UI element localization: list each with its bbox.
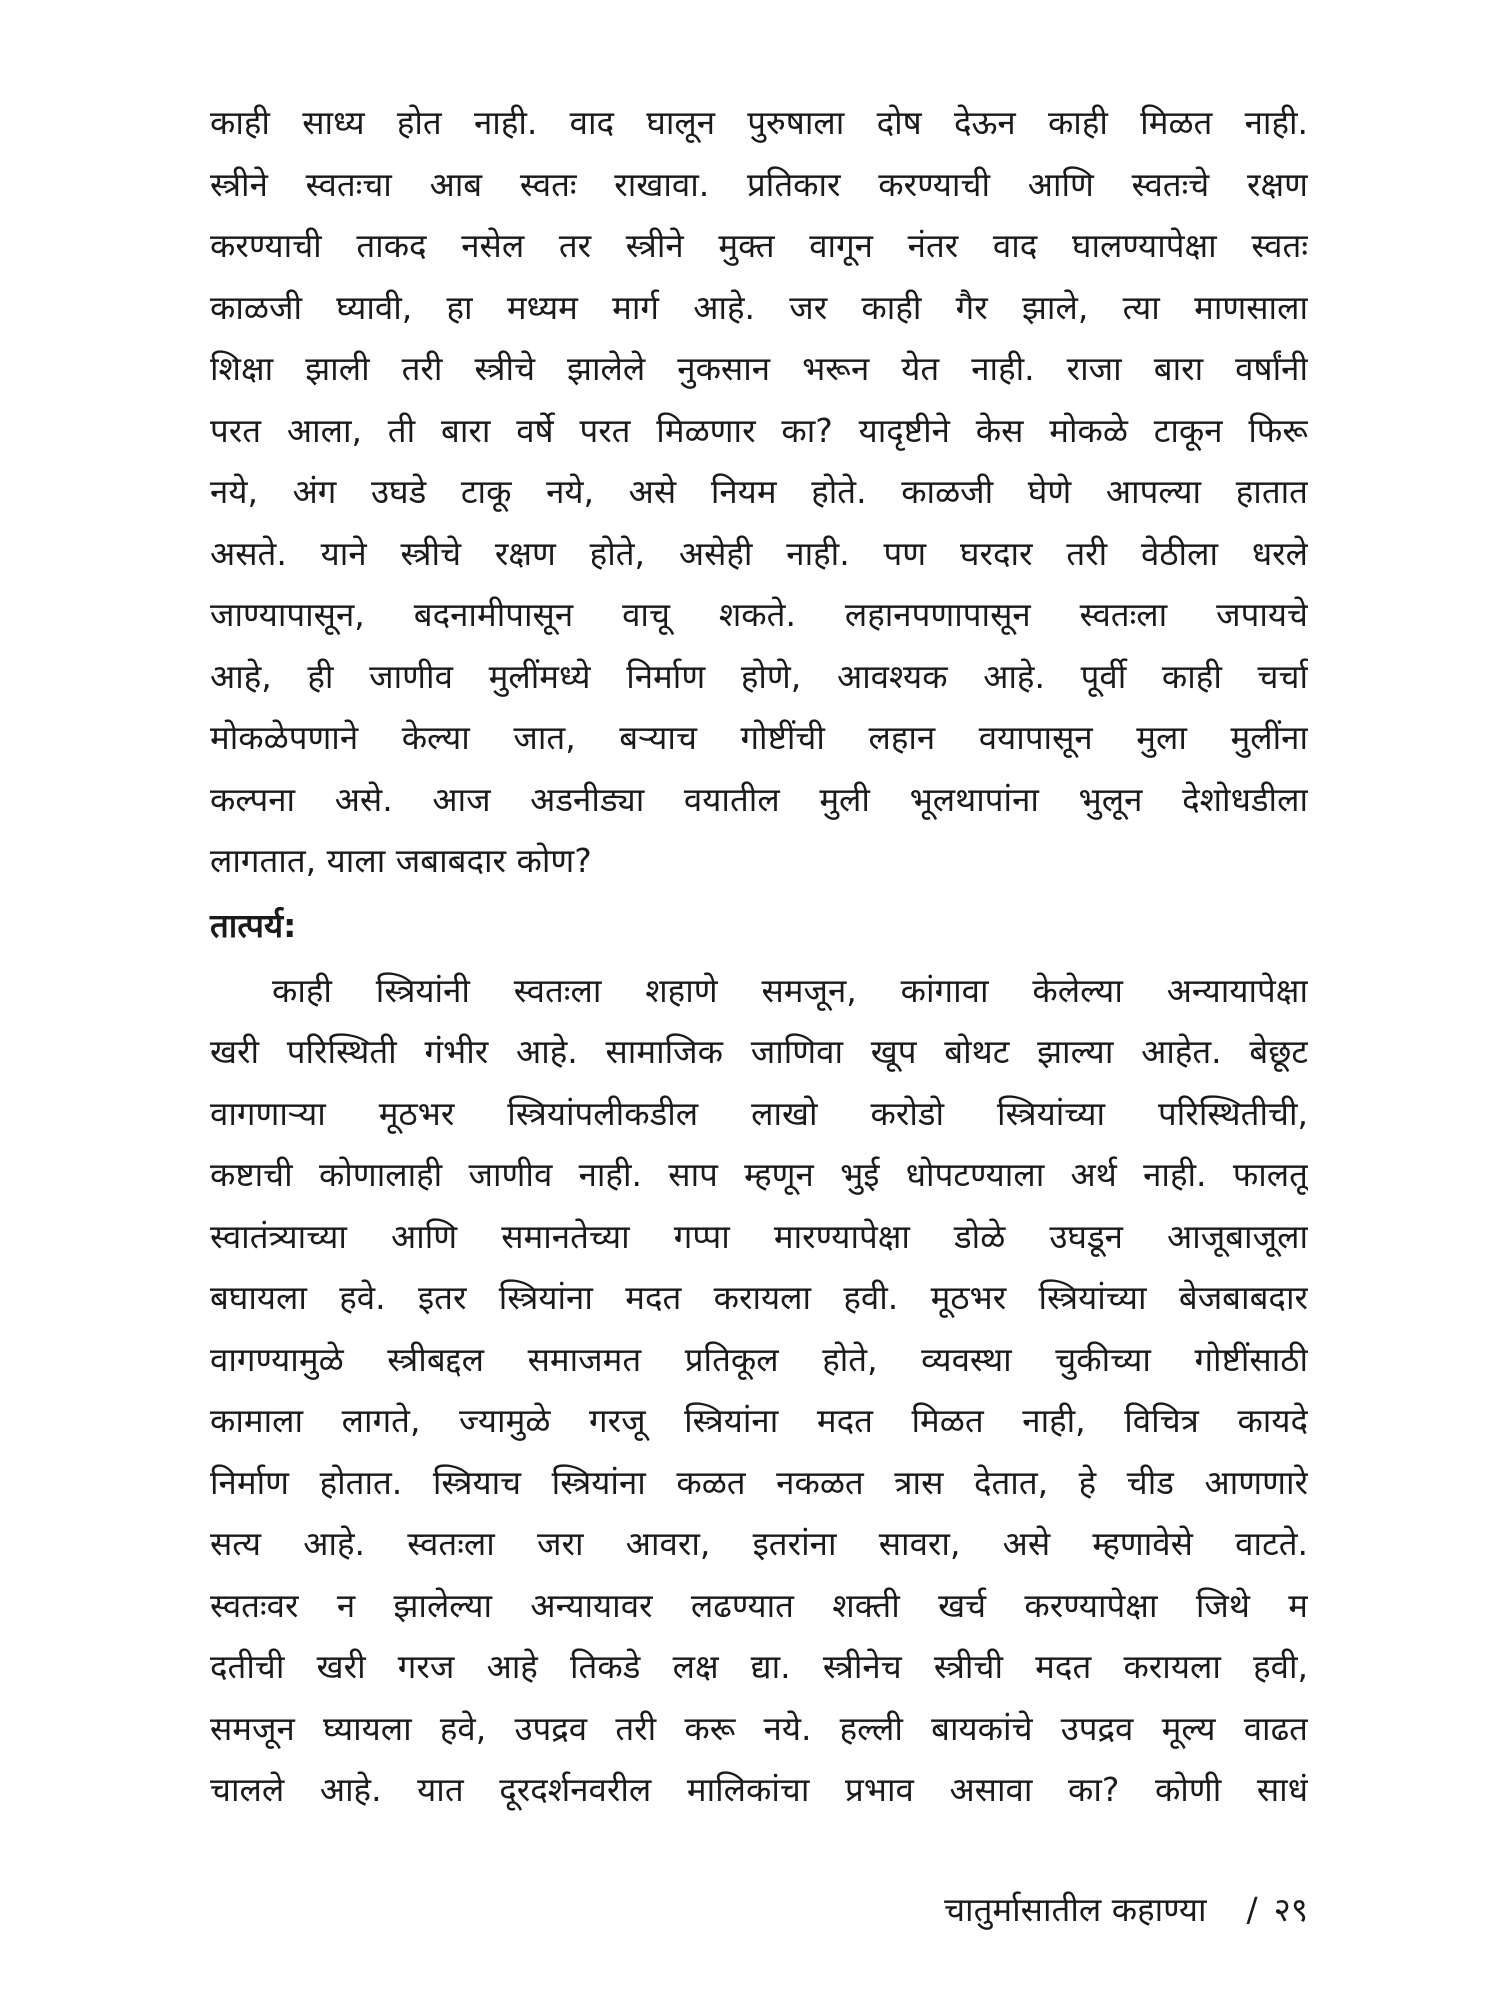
- paragraph-line: कष्टाची कोणालाही जाणीव नाही. साप म्हणून भुई धोपटण्याला अर्थ नाही. फालतू: [210, 1155, 1308, 1194]
- paragraph-line: आहे, ही जाणीव मुलींमध्ये निर्माण होणे, आवश्यक आहे. पूर्वी काही चर्चा: [210, 656, 1308, 696]
- paragraph-line: जाण्यापासून, बदनामीपासून वाचू शकते. लहानपणापासून स्वतःला जपायचे: [210, 595, 1308, 634]
- paragraph-line: खरी परिस्थिती गंभीर आहे. सामाजिक जाणिवा खूप बोथट झाल्या आहेत. बेछूट: [210, 1032, 1308, 1071]
- paragraph-line: वागण्यामुळे स्त्रीबद्दल समाजमत प्रतिकूल होते, व्यवस्था चुकीच्या गोष्टींसाठी: [210, 1339, 1308, 1379]
- paragraph-line: सत्य आहे. स्वतःला जरा आवरा, इतरांना सावरा, असे म्हणावेसे वाटते.: [210, 1524, 1308, 1563]
- paragraph-line: स्वातंत्र्याच्या आणि समानतेच्या गप्पा मारण्यापेक्षा डोळे उघडून आजूबाजूला: [210, 1216, 1308, 1256]
- paragraph-line: काही साध्य होत नाही. वाद घालून पुरुषाला दोष देऊन काही मिळत नाही.: [210, 103, 1308, 142]
- paragraph-line: परत आला, ती बारा वर्षे परत मिळणार का? यादृष्टीने केस मोकळे टाकून फिरू: [210, 410, 1308, 450]
- section-heading: तात्पर्य:: [210, 905, 297, 945]
- paragraph-line: मोकळेपणाने केल्या जात, बऱ्याच गोष्टींची लहान वयापासून मुला मुलींना: [210, 718, 1308, 757]
- page-number: २९: [1273, 1890, 1308, 1929]
- paragraph-line: चालले आहे. यात दूरदर्शनवरील मालिकांचा प्रभाव असावा का? कोणी साधं: [210, 1770, 1308, 1809]
- paragraph-line: स्त्रीने स्वतःचा आब स्वतः राखावा. प्रतिकार करण्याची आणि स्वतःचे रक्षण: [210, 164, 1308, 204]
- paragraph-line: दतीची खरी गरज आहे तिकडे लक्ष द्या. स्त्रीनेच स्त्रीची मदत करायला हवी,: [210, 1647, 1308, 1686]
- page-body: [210, 92, 1308, 1821]
- paragraph-line: स्वतःवर न झालेल्या अन्यायावर लढण्यात शक्ती खर्च करण्यापेक्षा जिथे म: [210, 1585, 1308, 1625]
- book-title: चातुर्मासातील कहाण्या: [944, 1890, 1207, 1929]
- paragraph-line: कामाला लागते, ज्यामुळे गरजू स्त्रियांना मदत मिळत नाही, विचित्र कायदे: [210, 1401, 1308, 1440]
- paragraph-line: बघायला हवे. इतर स्त्रियांना मदत करायला हवी. मूठभर स्त्रियांच्या बेजबाबदार: [210, 1278, 1308, 1317]
- paragraph-line: लागतात, याला जबाबदार कोण?: [210, 841, 592, 880]
- paragraph-1: [210, 92, 1308, 892]
- footer-separator: /: [1246, 1890, 1258, 1929]
- paragraph-line: काही स्त्रियांनी स्वतःला शहाणे समजून, कांगावा केलेल्या अन्यायापेक्षा: [272, 970, 1308, 1010]
- paragraph-line: कल्पना असे. आज अडनीड्या वयातील मुली भूलथापांना भुलून देशोधडीला: [210, 779, 1308, 819]
- paragraph-line: समजून घ्यायला हवे, उपद्रव तरी करू नये. हल्ली बायकांचे उपद्रव मूल्य वाढत: [210, 1708, 1308, 1748]
- paragraph-line: करण्याची ताकद नसेल तर स्त्रीने मुक्त वागून नंतर वाद घालण्यापेक्षा स्वतः: [210, 226, 1308, 265]
- paragraph-2: [210, 960, 1308, 1821]
- paragraph-line: काळजी घ्यावी, हा मध्यम मार्ग आहे. जर काही गैर झाले, त्या माणसाला: [210, 287, 1308, 327]
- paragraph-line: असते. याने स्त्रीचे रक्षण होते, असेही नाही. पण घरदार तरी वेठीला धरले: [210, 533, 1308, 573]
- paragraph-line: शिक्षा झाली तरी स्त्रीचे झालेले नुकसान भरून येत नाही. राजा बारा वर्षांनी: [210, 349, 1308, 388]
- page-footer: [210, 1880, 1308, 1940]
- paragraph-line: निर्माण होतात. स्त्रियाच स्त्रियांना कळत नकळत त्रास देतात, हे चीड आणणारे: [210, 1462, 1308, 1502]
- paragraph-line: वागणाऱ्या मूठभर स्त्रियांपलीकडील लाखो करोडो स्त्रियांच्या परिस्थितीची,: [210, 1093, 1308, 1133]
- paragraph-line: नये, अंग उघडे टाकू नये, असे नियम होते. काळजी घेणे आपल्या हातात: [210, 472, 1308, 511]
